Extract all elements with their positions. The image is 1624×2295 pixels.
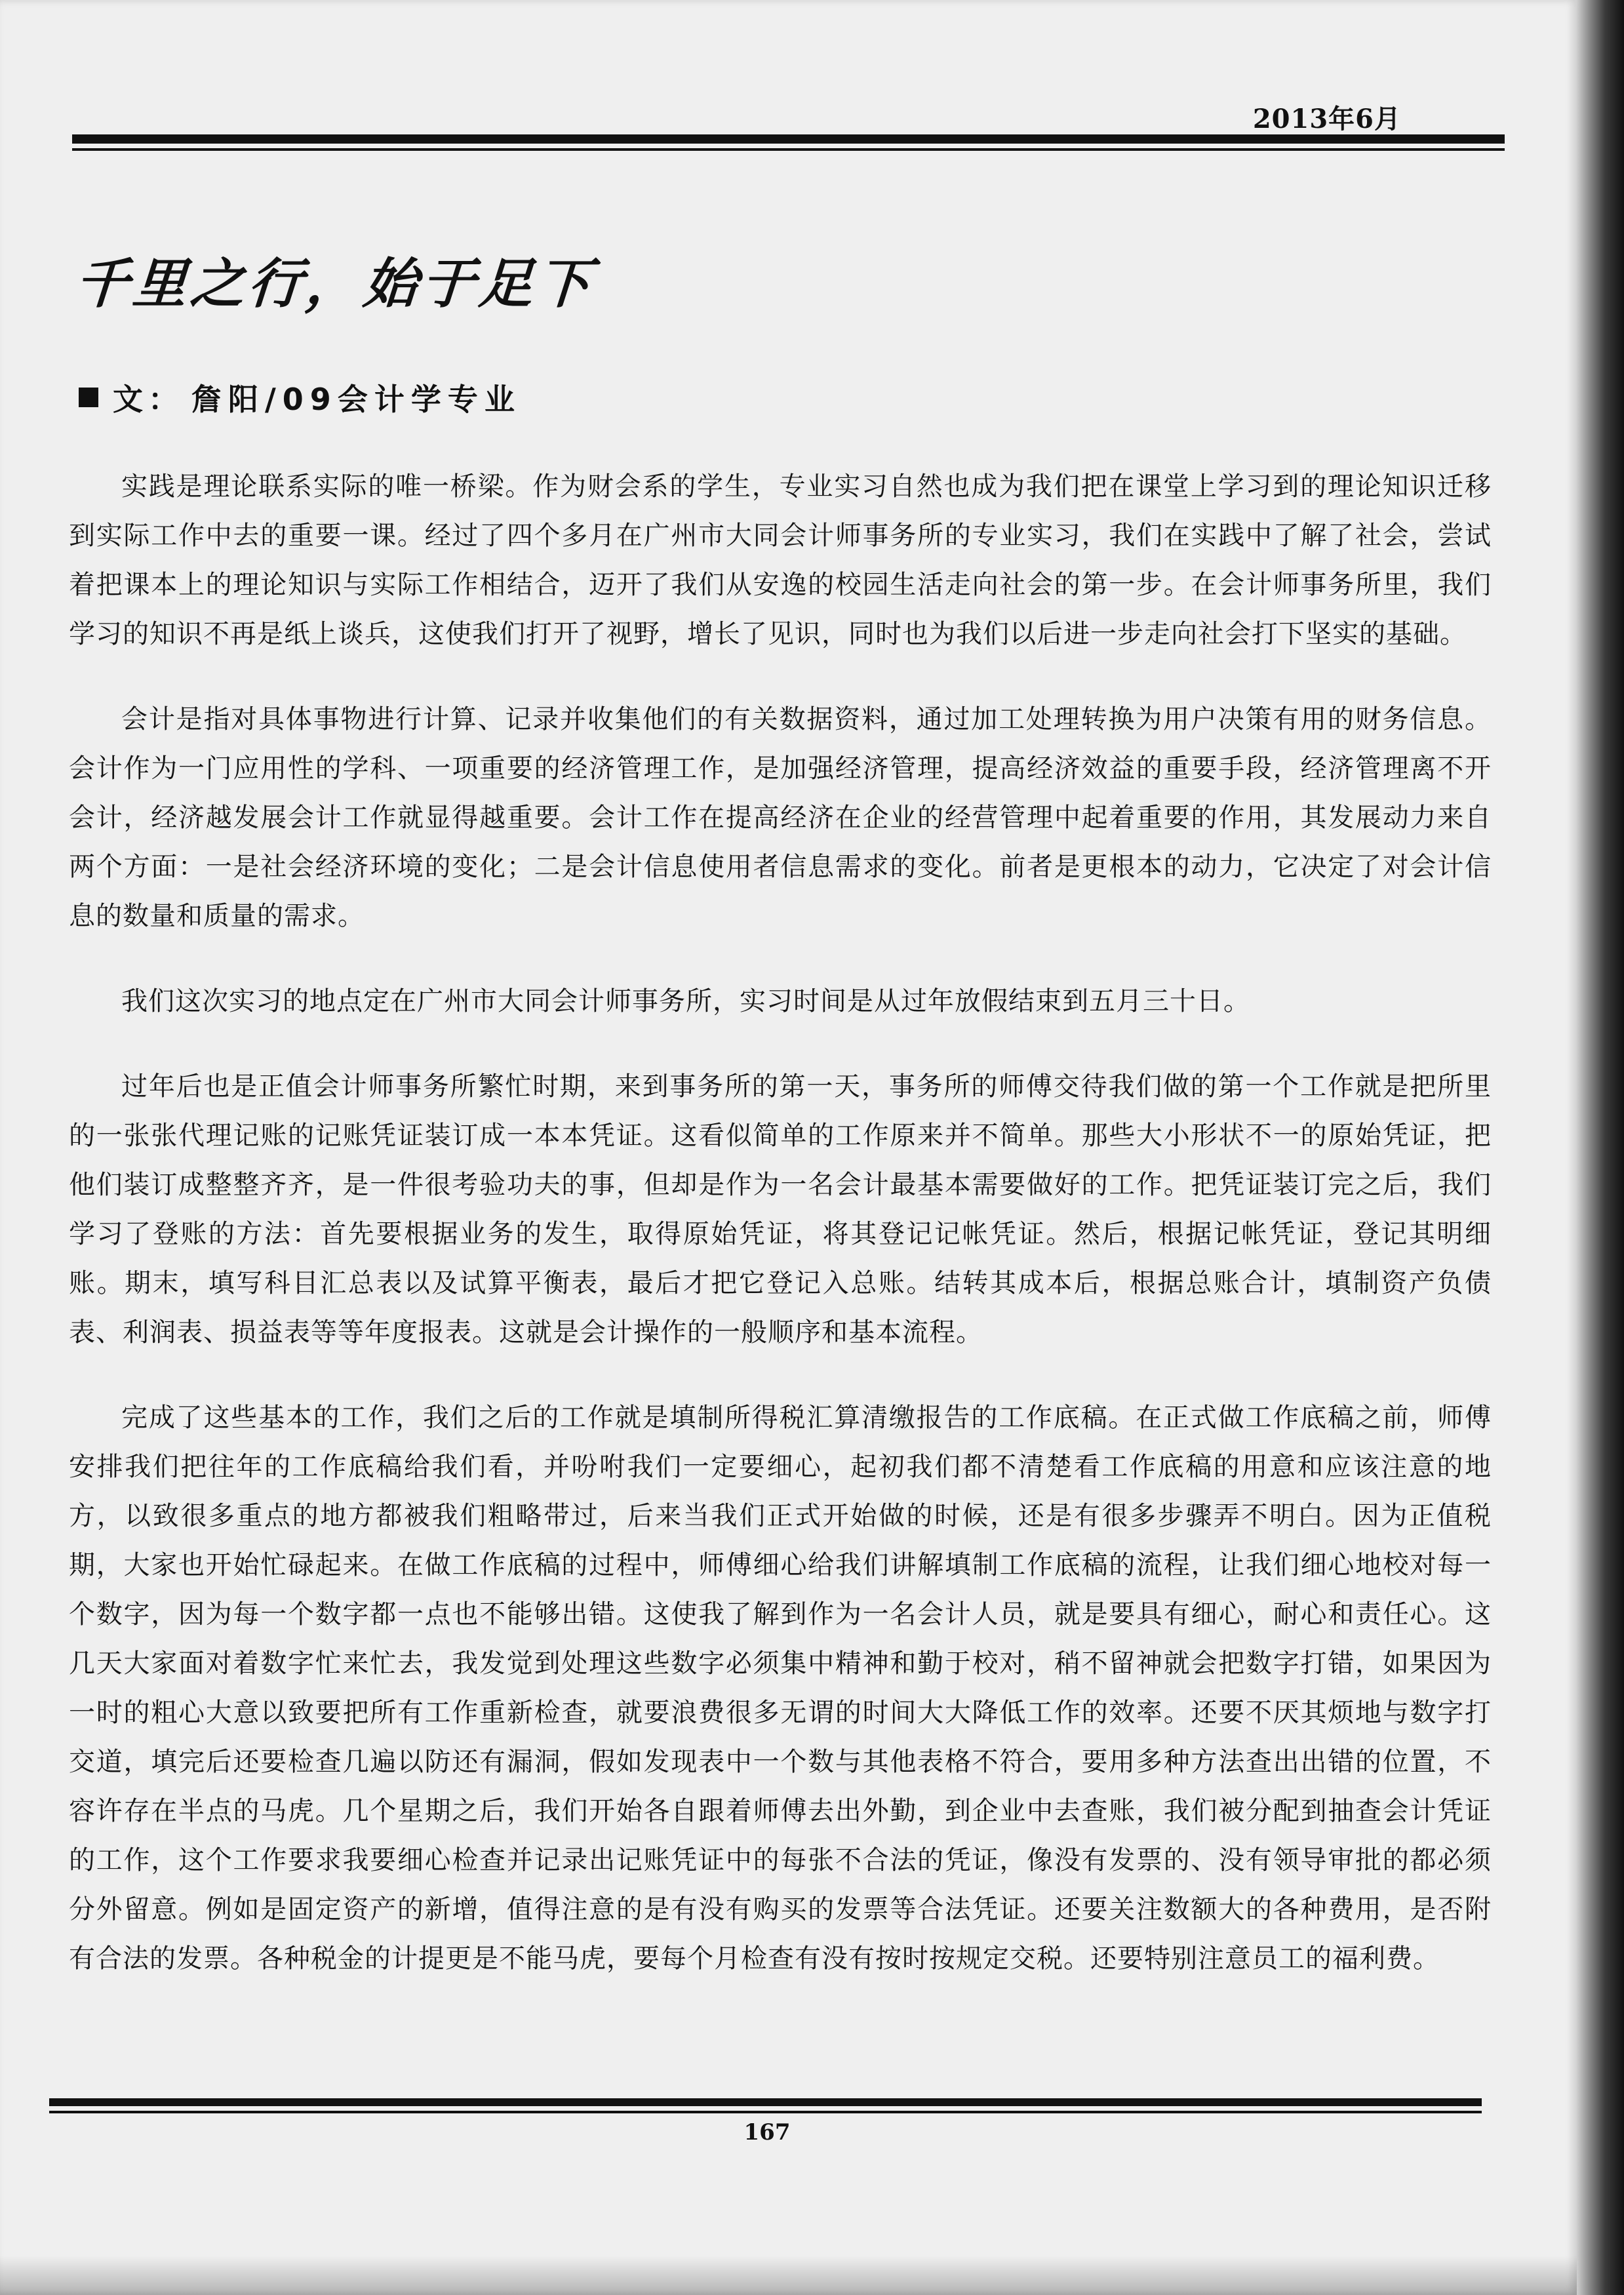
page-number: 167 [743,2119,791,2145]
paragraph-5: 完成了这些基本的工作，我们之后的工作就是填制所得税汇算清缴报告的工作底稿。在正式做工作底稿之前，师傅安排我们把往年的工作底稿给我们看，并吩咐我们一定要细心，起初我们都不清楚看工作底稿的用意和应该注意的地方，以致很多重点的地方都被我们粗略带过，后来当我们正式开始做的时候，还是有很多步骤弄不明白。因为正值税期，大家也开始忙碌起来。在做工作底稿的过程中，师傅细心给我们讲解填制工作底稿的流程，让我们细心地校对每一个数字，因为每一个数字都一点也不能够出错。这使我了解到作为一名会计人员，就是要具有细心，耐心和责任心。这几天大家面对着数字忙来忙去，我发觉到处理这些数字必须集中精神和勤于校对，稍不留神就会把数字打错，如果因为一时的粗心大意以致要把所有工作重新检查，就要浪费很多无谓的时间大大降低工作的效率。还要不厌其烦地与数字打交道，填完后还要检查几遍以防还有漏洞，假如发现表中一个数与其他表格不符合，要用多种方法查出出错的位置，不容许存在半点的马虎。几个星期之后，我们开始各自跟着师傅去出外勤，到企业中去查账，我们被分配到抽查会计凭证的工作，这个工作要求我要细心检查并记录出记账凭证中的每张不合法的凭证，像没有发票的、没有领导审批的都必须分外留意。例如是固定资产的新增，值得注意的是有没有购买的发票等合法凭证。还要关注数额大的各种费用，是否附有合法的发票。各种税金的计提更是不能马虎，要每个月检查有没有按时按规定交税。还要特别注意员工的福利费。 [69,1403,1492,1974]
page-edge-shadow [1577,0,1624,2295]
bottom-shadow [0,2256,1577,2295]
paragraph-2: 会计是指对具体事物进行计算、记录并收集他们的有关数据资料，通过加工处理转换为用户决策有用的财务信息。会计作为一门应用性的学科、一项重要的经济管理工作，是加强经济管理，提高经济效益的重要手段，经济管理离不开会计，经济越发展会计工作就显得越重要。会计工作在提高经济在企业的经营管理中起着重要的作用，其发展动力来自两个方面：一是社会经济环境的变化；二是会计信息使用者信息需求的变化。前者是更根本的动力，它决定了对会计信息的数量和质量的需求。 [69,704,1492,931]
byline-author: 詹阳/09会计学专业 [191,382,521,417]
paragraph-4: 过年后也是正值会计师事务所繁忙时期，来到事务所的第一天，事务所的师傅交待我们做的第一个工作就是把所里的一张张代理记账的记账凭证装订成一本本凭证。这看似简单的工作原来并不简单。那些大小形状不一的原始凭证，把他们装订成整整齐齐，是一件很考验功夫的事，但却是作为一名会计最基本需要做好的工作。把凭证装订完之后，我们学习了登账的方法：首先要根据业务的发生，取得原始凭证，将其登记记帐凭证。然后，根据记帐凭证，登记其明细账。期末，填写科目汇总表以及试算平衡表，最后才把它登记入总账。结转其成本后，根据总账合计，填制资产负债表、利润表、损益表等等年度报表。这就是会计操作的一般顺序和基本流程。 [69,1071,1492,1347]
article-title: 千里之行，始于足下 [73,253,597,315]
header-date: 2013年6月 [1252,104,1401,134]
article-body [69,462,1492,2020]
header-rule-thin [72,148,1505,151]
byline [79,376,521,419]
byline-label: 文： [113,382,184,417]
paragraph-3: 我们这次实习的地点定在广州市大同会计师事务所，实习时间是从过年放假结束到五月三十日。 [121,986,1250,1016]
footer-rule-thin [49,2111,1482,2113]
byline-square-icon [79,388,98,407]
footer-rule-thick [49,2098,1482,2106]
header-rule-thick [72,134,1505,144]
paragraph-1: 实践是理论联系实际的唯一桥梁。作为财会系的学生，专业实习自然也成为我们把在课堂上学习到的理论知识迁移到实际工作中去的重要一课。经过了四个多月在广州市大同会计师事务所的专业实习，我们在实践中了解了社会，尝试着把课本上的理论知识与实际工作相结合，迈开了我们从安逸的校园生活走向社会的第一步。在会计师事务所里，我们学习的知识不再是纸上谈兵，这使我们打开了视野，增长了见识，同时也为我们以后进一步走向社会打下坚实的基础。 [69,471,1492,649]
